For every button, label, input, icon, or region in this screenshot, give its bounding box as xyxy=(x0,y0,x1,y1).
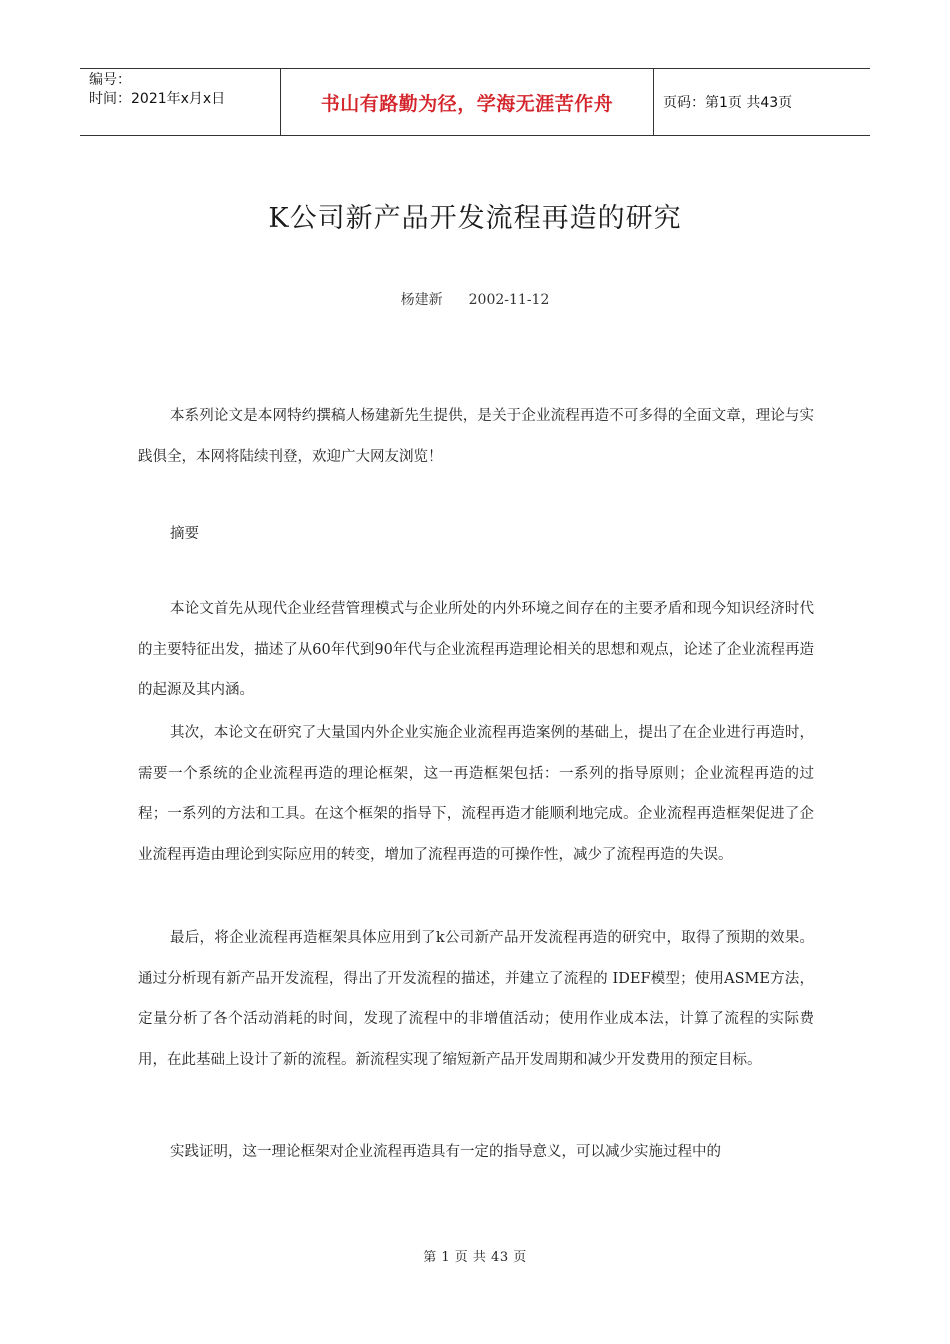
intro-paragraph: 本系列论文是本网特约撰稿人杨建新先生提供，是关于企业流程再造不可多得的全面文章，理论与实践俱全，本网将陆续刊登，欢迎广大网友浏览！ xyxy=(138,408,814,465)
document-title: K公司新产品开发流程再造的研究 xyxy=(268,203,682,234)
abstract-heading: 摘要 xyxy=(170,526,199,542)
number-label: 编号： xyxy=(89,72,131,88)
publish-date: 2002-11-12 xyxy=(468,292,550,308)
page-footer: 第 1 页 共 43 页 xyxy=(423,1250,527,1265)
time-label: 时间：2021年x月x日 xyxy=(89,91,226,107)
header-motto: 书山有路勤为径，学海无涯苦作舟 xyxy=(281,69,654,135)
abstract-paragraph-2: 其次，本论文在研究了大量国内外企业实施企业流程再造案例的基础上，提出了在企业进行再造时，需要一个系统的企业流程再造的理论框架，这一再造框架包括：一系列的指导原则；企业流程再造的过程；一系列的方法和工具。在这个框架的指导下，流程再造才能顺利地完成。企业流程再造框架促进了企业流程再造由理论到实际应用的转变，增加了流程再造的可操作性，减少了流程再造的失误。 xyxy=(138,725,814,863)
page-header xyxy=(80,68,870,136)
byline xyxy=(0,289,950,309)
header-meta xyxy=(80,69,281,135)
author-name: 杨建新 xyxy=(400,292,443,308)
abstract-paragraph-1: 本论文首先从现代企业经营管理模式与企业所处的内外环境之间存在的主要矛盾和现今知识经济时代的主要特征出发，描述了从60年代到90年代与企业流程再造理论相关的思想和观点，论述了企业流程再造的起源及其内涵。 xyxy=(138,601,814,698)
abstract-paragraph-4: 实践证明，这一理论框架对企业流程再造具有一定的指导意义，可以减少实施过程中的 xyxy=(170,1144,721,1160)
abstract-paragraph-3: 最后，将企业流程再造框架具体应用到了k公司新产品开发流程再造的研究中，取得了预期的效果。通过分析现有新产品开发流程，得出了开发流程的描述，并建立了流程的 IDEF模型；使用ASME方法，定量分析了各个活动消耗的时间，发现了流程中的非增值活动；使用作业成本法，计算了流程的实际费用，在此基础上设计了新的流程。新流程实现了缩短新产品开发周期和减少开发费用的预定目标。 xyxy=(138,930,814,1068)
header-page-info: 页码：第1页 共43页 xyxy=(663,95,793,111)
